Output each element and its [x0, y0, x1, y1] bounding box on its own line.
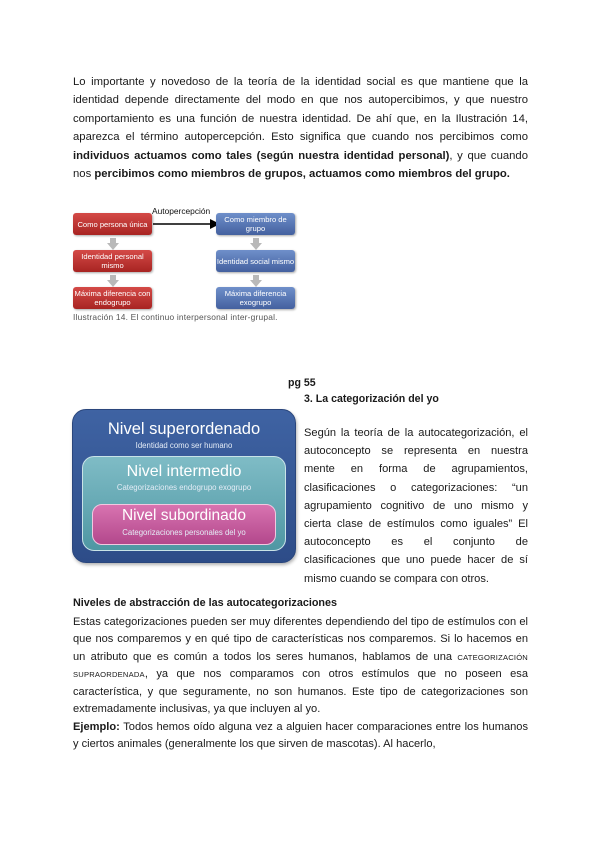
- intro-paragraph: [73, 73, 528, 183]
- example-paragraph: [73, 719, 528, 754]
- intro-text-2: , y que cuando nos: [73, 149, 528, 181]
- level-subordinate-title: Nivel subordinado: [121, 507, 247, 524]
- levels-text-after: , ya que nos comparamos con otros estímulos que no poseen esa característica, y que seguramente, no son humanos. Este tipo de categorizaciones son extremadamente inclusivas, ya que incluyen al yo.: [73, 668, 528, 716]
- left-box-3: Máxima diferencia con endogrupo: [74, 289, 151, 307]
- down-arrow-icon: [250, 243, 262, 250]
- level-subordinate-box: [92, 504, 276, 545]
- down-arrow-icon: [107, 243, 119, 250]
- example-text: Todos hemos oído alguna vez a alguien hacer comparaciones entre los humanos y ciertos animales (generalmente los que sirven de mascotas). Al hacerlo,: [73, 721, 528, 751]
- intro-bold-2: percibimos como miembros de grupos, actuamos como miembros del grupo.: [94, 168, 510, 181]
- left-box-2: Identidad personal mismo: [73, 250, 152, 272]
- section-title: 3. La categorización del yo: [304, 393, 439, 405]
- right-box-1: Como miembro de grupo: [216, 213, 295, 235]
- level-intermediate-subtitle: Categorizaciones endogrupo exogrupo: [116, 483, 252, 492]
- figure-14-continuum: [70, 205, 295, 335]
- levels-heading: Niveles de abstracción de las autocategorizaciones: [73, 597, 338, 609]
- levels-text-before: Estas categorizaciones pueden ser muy diferentes dependiendo del tipo de estímulos con el que nos comparemos y en qué tipo de características nos comparemos. Si lo hacemos en un atributo que es común a todos los seres humanos, hablamos de una: [73, 616, 528, 663]
- figure-14-caption: Ilustración 14. El continuo interpersonal inter-grupal.: [73, 312, 278, 322]
- level-superordinate-subtitle: Identidad como ser humano: [135, 441, 233, 450]
- right-box-2: Identidad social mismo: [216, 250, 295, 272]
- level-intermediate-title: Nivel intermedio: [126, 463, 242, 480]
- levels-smallcaps-term: CATEGORIZACIÓN SUPRAORDENADA: [73, 652, 528, 680]
- left-box-1: Como persona única: [73, 213, 152, 235]
- intro-text-1: Lo importante y novedoso de la teoría de la identidad social es que mantiene que la identidad depende directamente del modo en que nos autopercibimos, y que nuestro comportamiento es una función de nuestra identidad. De ahí que, en la Ilustración 14, aparezca el término autopercepción. Esto significa que cuando nos percibimos como: [73, 76, 528, 144]
- example-label: Ejemplo:: [73, 721, 120, 733]
- levels-paragraph: [73, 614, 528, 718]
- level-superordinate-title: Nivel superordenado: [107, 420, 261, 438]
- page-reference: pg 55: [288, 377, 316, 389]
- down-arrow-icon: [250, 280, 262, 287]
- autopercepcion-arrow-icon: [153, 219, 220, 229]
- autopercepcion-label: Autopercepción: [152, 206, 211, 216]
- down-arrow-icon: [107, 280, 119, 287]
- intro-bold-1: individuos actuamos como tales (según nuestra identidad personal): [73, 149, 450, 162]
- right-box-3: Máxima diferencia exogrupo: [216, 287, 295, 309]
- autocategorization-paragraph: Según la teoría de la autocategorización, el autoconcepto se representa en nuestra mente en forma de agrupamientos, clasificaciones o categorizaciones: “un agrupamiento cognitivo de uno mismo y cierta clase de estímulos como iguales” El autoconcepto es el conjunto de clasificaciones que uno puede hacer de sí mismo cuando se compara con otros.: [304, 427, 528, 585]
- level-subordinate-subtitle: Categorizaciones personales del yo: [122, 528, 246, 537]
